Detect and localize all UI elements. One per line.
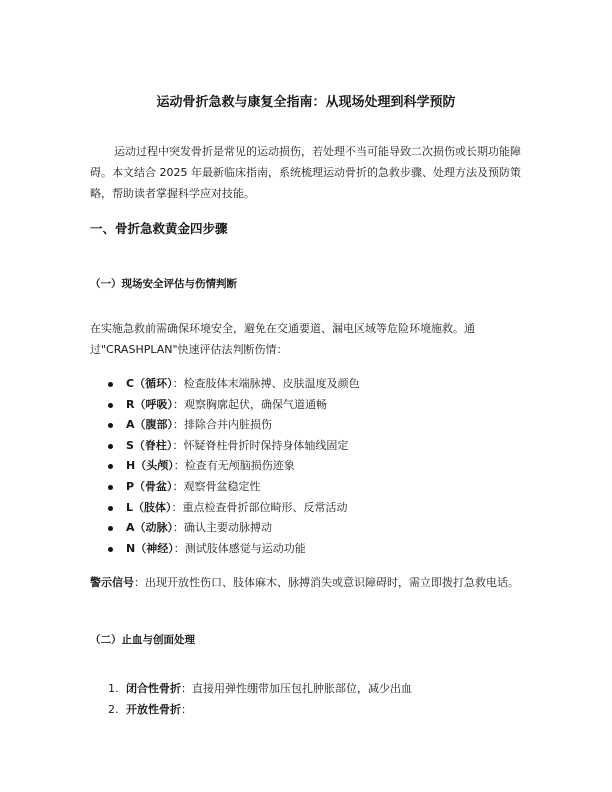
subsection-heading-safety-assessment: （一）现场安全评估与伤情判断 [90, 278, 237, 290]
bullet-icon [108, 485, 113, 490]
bullet-icon [108, 382, 113, 387]
item-separator: ： [173, 541, 185, 555]
bullet-icon [108, 506, 113, 511]
item-key: P（骨盆） [126, 479, 173, 493]
item-key: R（呼吸） [126, 397, 173, 411]
list-item [108, 699, 412, 720]
item-text: 重点检查骨折部位畸形、反常活动 [182, 500, 348, 514]
warning-text: ：出现开放性伤口、肢体麻木、脉搏消失或意识障碍时，需立即拨打急救电话。 [134, 576, 519, 589]
item-text: 排除合并内脏损伤 [184, 418, 273, 432]
item-text: ： [181, 703, 192, 716]
crashplan-list [108, 374, 360, 559]
item-key: 开放性骨折 [126, 703, 181, 716]
list-item [108, 678, 412, 699]
intro-paragraph: 运动过程中突发骨折是常见的运动损伤，若处理不当可能导致二次损伤或长期功能障碍。本文结合 2025 年最新临床指南，系统梳理运动骨折的急救步骤、处理方法及预防策略，帮助读者掌握科学应对技能。 [90, 145, 521, 200]
item-separator: ： [172, 479, 184, 493]
subsection-heading-bleeding-control: （二）止血与创面处理 [90, 634, 195, 646]
section-heading-first-aid-steps: 一、骨折急救黄金四步骤 [90, 221, 228, 236]
bullet-icon [108, 444, 113, 449]
document-title: 运动骨折急救与康复全指南：从现场处理到科学预防 [156, 95, 456, 110]
item-separator: ： [171, 500, 183, 514]
item-number: 2. [108, 703, 119, 716]
warning-paragraph [90, 572, 528, 593]
bullet-icon [108, 403, 113, 408]
item-separator: ： [173, 459, 185, 473]
list-item [108, 456, 360, 477]
list-item [108, 374, 360, 395]
item-key: S（脊柱） [126, 438, 173, 452]
item-text: ：直接用弹性绷带加压包扎肿胀部位，减少出血 [181, 682, 412, 695]
bullet-icon [108, 423, 113, 428]
item-separator: ： [172, 438, 184, 452]
bullet-icon [108, 464, 113, 469]
wound-care-list [108, 678, 412, 720]
bullet-icon [108, 526, 113, 531]
item-key: N（神经） [126, 541, 174, 555]
item-key: A（动脉） [126, 521, 174, 535]
list-item [108, 498, 360, 519]
item-number: 1. [108, 682, 119, 695]
bullet-icon [108, 547, 113, 552]
item-text: 检查肢体末端脉搏、皮肤温度及颜色 [183, 377, 360, 390]
list-item [108, 436, 360, 457]
item-key: H（头颅） [126, 459, 174, 473]
item-text: 观察胸廓起伏，确保气道通畅 [183, 397, 327, 411]
item-separator: ： [173, 418, 185, 432]
item-key: L（肢体） [126, 500, 172, 514]
item-separator: ： [172, 397, 184, 411]
item-text: 检查有无颅脑损伤迹象 [184, 459, 295, 473]
item-key: 闭合性骨折 [126, 682, 181, 695]
item-key: A（腹部） [126, 418, 174, 432]
item-separator: ： [173, 521, 185, 535]
warning-label: 警示信号 [90, 576, 134, 589]
item-separator: ： [172, 377, 184, 390]
list-item [108, 395, 360, 416]
item-text: 确认主要动脉搏动 [184, 521, 273, 535]
list-item [108, 539, 360, 560]
item-key: C（循环） [126, 377, 173, 390]
assessment-paragraph: 在实施急救前需确保环境安全，避免在交通要道、漏电区域等危险环境施救。通过"CRASHPLAN"快速评估法判断伤情： [90, 322, 475, 356]
list-item [108, 415, 360, 436]
list-item [108, 518, 360, 539]
item-text: 怀疑脊柱骨折时保持身体轴线固定 [183, 438, 349, 452]
item-text: 观察骨盆稳定性 [183, 479, 261, 493]
item-text: 测试肢体感觉与运动功能 [184, 541, 306, 555]
list-item [108, 477, 360, 498]
